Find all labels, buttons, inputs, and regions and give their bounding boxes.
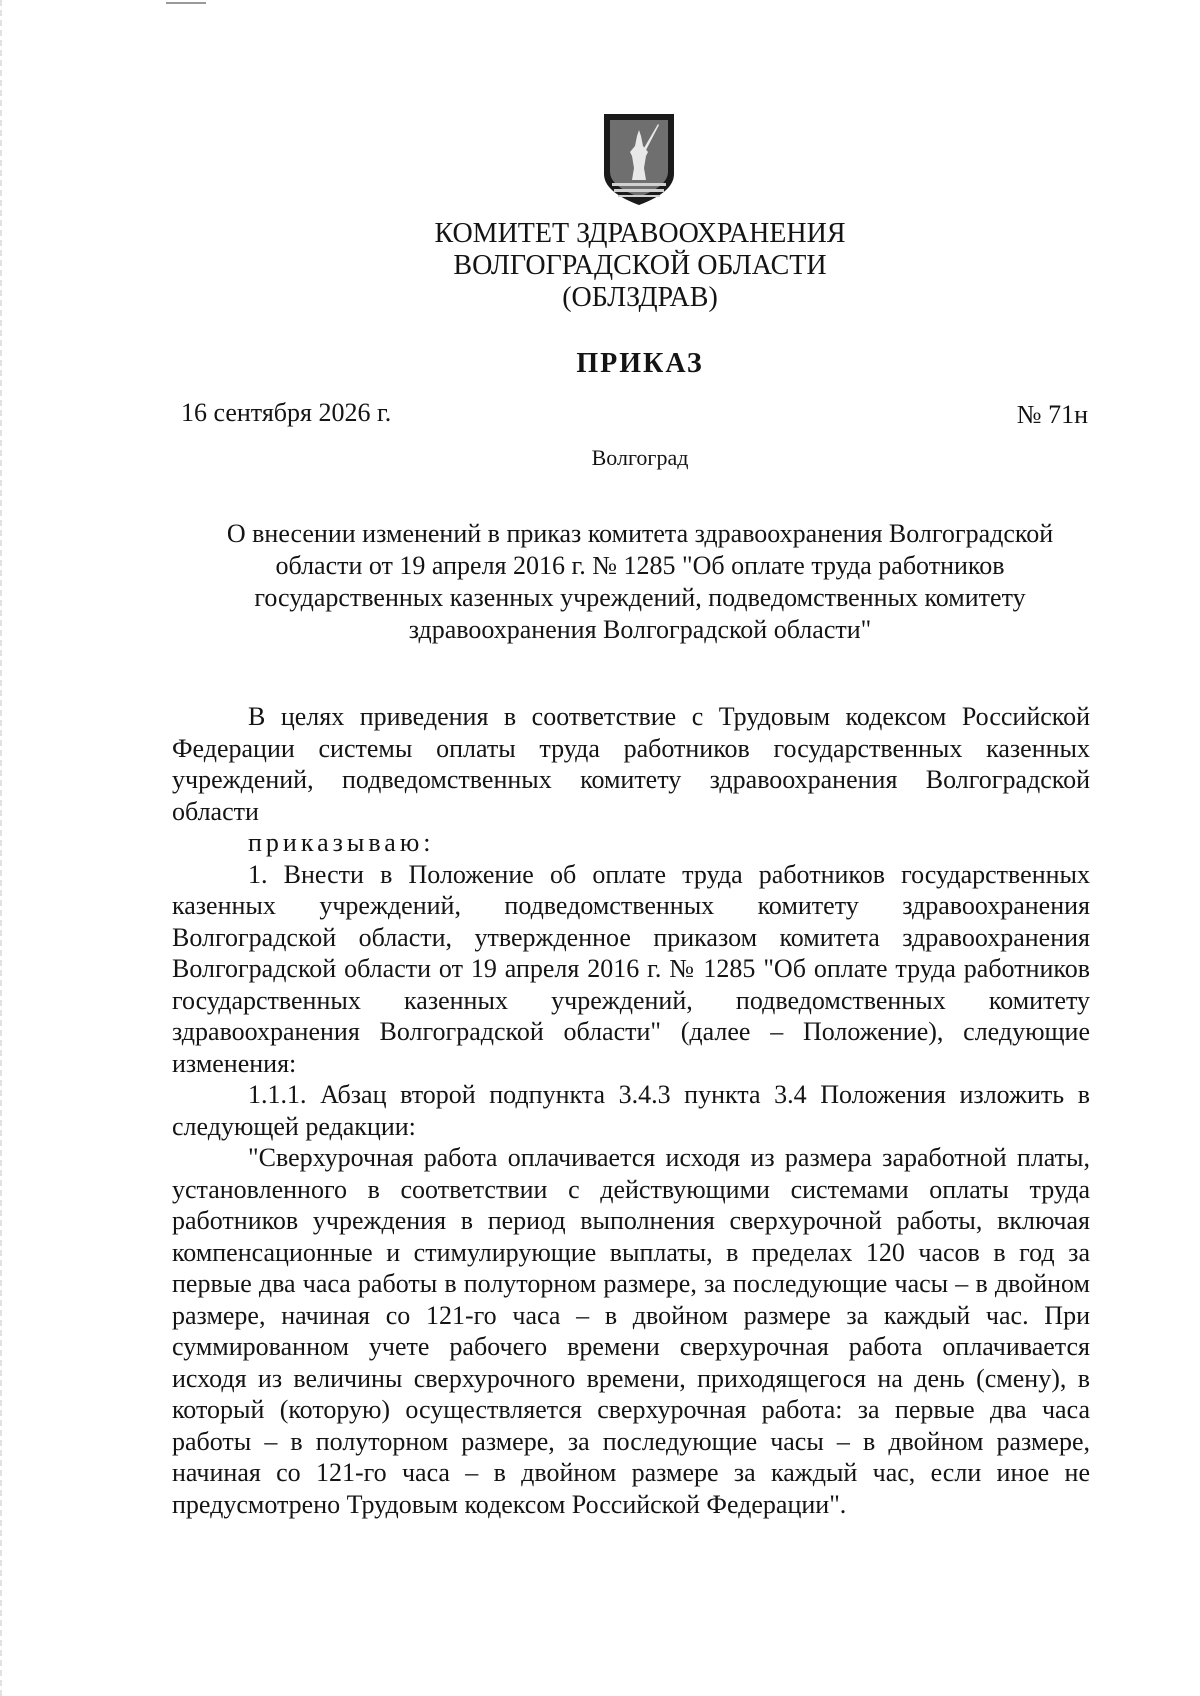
document-city: Волгоград <box>591 445 689 470</box>
org-name-line3: (ОБЛЗДРАВ) <box>562 282 718 313</box>
organization-name <box>300 218 980 314</box>
subject-line2: области от 19 апреля 2016 г. № 1285 "Об оплате труда работников <box>275 551 1005 580</box>
item-1-1-1-paragraph: 1.1.1. Абзац второй подпункта 3.4.3 пункта 3.4 Положения изложить в следующей редакции: <box>172 1080 1090 1141</box>
preamble-paragraph: В целях приведения в соответствие с Трудовым кодексом Российской Федерации системы оплаты труда работников государственных казенных учреждений, подведомственных комитету здравоохранения Волгоградской области <box>172 702 1090 826</box>
org-name-line1: КОМИТЕТ ЗДРАВООХРАНЕНИЯ <box>434 218 846 249</box>
document-date: 16 сентября 2026 г. <box>181 398 392 427</box>
document-number: № 71н <box>1016 400 1088 429</box>
document-subject <box>170 518 1110 646</box>
scan-edge-artifact <box>0 0 2 1696</box>
subject-line3: государственных казенных учреждений, подведомственных комитету <box>254 583 1026 612</box>
subject-line1: О внесении изменений в приказ комитета здравоохранения Волгоградской <box>226 519 1054 548</box>
order-word: приказываю: <box>248 828 435 857</box>
document-type-title: ПРИКАЗ <box>576 348 704 379</box>
scan-mark-artifact <box>166 2 206 4</box>
item-1-paragraph: 1. Внести в Положение об оплате труда работников государственных казенных учреждений, подведомственных комитету здравоохранения Волгоградской области, утвержденное приказом комитета здравоохранения Волгоградской области от 19 апреля 2016 г. № 1285 "Об оплате труда работников государственных казенных учреждений, подведомственных комитету здравоохранения Волгоградской области" (далее – Положение), следующие изменения: <box>172 859 1090 1078</box>
document-body <box>172 701 1090 1520</box>
org-name-line2: ВОЛГОГРАДСКОЙ ОБЛАСТИ <box>453 250 827 281</box>
subject-line4: здравоохранения Волгоградской области" <box>408 615 872 644</box>
volgograd-emblem-icon <box>602 112 676 207</box>
quoted-amendment-paragraph: "Сверхурочная работа оплачивается исходя из размера заработной платы, установленного в соответствии с действующими системами оплаты труда работников учреждения в период выполнения сверхурочной работы, включая компенсационные и стимулирующие выплаты, в пределах 120 часов в год за первые два часа работы в полуторном размере, за последующие часы – в двойном размере, начиная со 121-го часа – в двойном размере за каждый час. При суммированном учете рабочего времени сверхурочная работа оплачивается исходя из величины сверхурочного времени, приходящегося на день (смену), в который (которую) осуществляется сверхурочная работа: за первые два часа работы – в полуторном размере, за последующие часы – в двойном размере, начиная со 121-го часа – в двойном размере за каждый час, если иное не предусмотрено Трудовым кодексом Российской Федерации". <box>172 1143 1090 1519</box>
